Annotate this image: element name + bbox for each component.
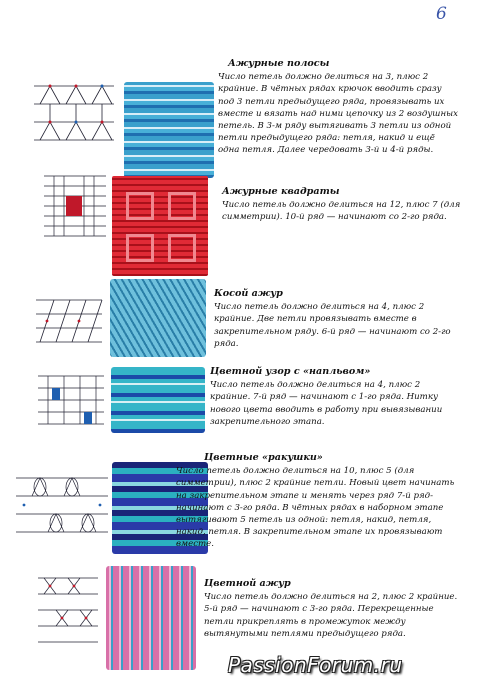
stitch-diagram-icon	[34, 570, 102, 652]
swatch-image	[110, 279, 206, 357]
watermark-logo: PassionForum.ru	[228, 653, 403, 677]
section-title: Ажурные полосы	[228, 58, 330, 69]
stitch-diagram-icon	[40, 170, 110, 246]
section-body: Число петель должно делиться на 2, плюс 2 крайние. 5-й ряд — начинают с 3-го ряда. Перекрещенные петли прикреплять в промежуток между вытянутыми петлями предыдущего ряда.	[204, 592, 458, 639]
section-title: Ажурные квадраты	[222, 186, 340, 197]
section-body: Число петель должно делиться на 4, плюс 2 крайние. 7-й ряд — начинают с 1-го ряда. Нитку нового цвета вводить в работу при вывязывании закрепительного этапа.	[210, 380, 443, 427]
swatch-image	[124, 82, 214, 178]
section-body: Число петель должно делиться на 3, плюс 2 крайние. В чётных рядах крючок вводить сразу под 3 петли предыдущего ряда, провязывать их вместе и вязать над ними цепочку из 2 воздушных петель. В 3-м ряду вытягивать 3 петли из одной петли предыдущего ряда: петля, накид и ещё одна петля. Далее чередовать 3-й и 4-й ряды.	[218, 72, 458, 156]
section-body: Число петель должно делиться на 4, плюс 2 крайние. Две петли провязывать вместе в закрепительном ряду. 6-й ряд — начинают со 2-го ряда.	[214, 302, 451, 349]
section-title: Косой ажур	[214, 288, 283, 299]
section-title: Цветной ажур	[204, 578, 291, 589]
section-title: Цветные «ракушки»	[204, 452, 323, 463]
swatch-image	[112, 176, 208, 276]
swatch-image	[111, 367, 205, 433]
page-number: 6	[436, 4, 447, 24]
stitch-diagram-icon	[34, 370, 108, 434]
stitch-diagram-icon	[12, 470, 112, 548]
stitch-diagram-icon	[30, 78, 118, 156]
section-body: Число петель должно делиться на 10, плюс 5 (для симметрии), плюс 2 крайние петли. Новый цвет начинать на закрепительном этапе и менять через ряд 7-й ряд- начинают с 3-го ряда. В чётных рядах в наборном этапе вытягивают 5 петель из одной: петля, накид, петля, накид, петля. В закрепительном этапе их провязывают вместе.	[176, 466, 455, 550]
section-title: Цветной узор с «напльвом»	[210, 366, 371, 377]
stitch-diagram-icon	[32, 292, 106, 348]
section-body: Число петель должно делиться на 12, плюс 7 (для симметрии). 10-й ряд — начинают со 2-го ряда.	[222, 200, 461, 223]
swatch-image	[106, 566, 196, 670]
